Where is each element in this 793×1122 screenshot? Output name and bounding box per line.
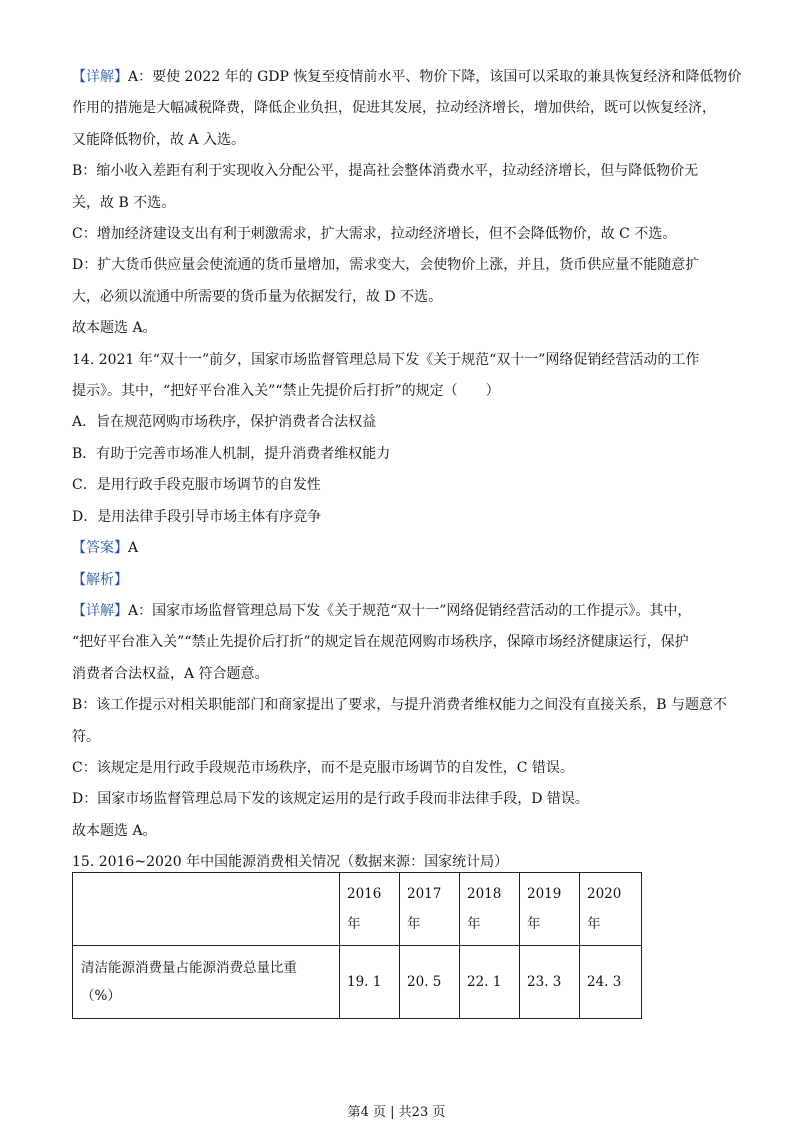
year-number: 2019 [527,886,562,902]
value-cell: 19. 1 [340,946,400,1019]
line-text: D．是用法律手段引导市场主体有序竞争 [72,508,322,525]
year-unit: 年 [527,916,541,932]
year-unit: 年 [347,916,361,932]
line-text: 关，故 B 不选。 [72,194,176,211]
text-line [72,156,732,187]
line-text: B：缩小收入差距有利于实现收入分配公平，提高社会整体消费水平，拉动经济增长，但与降低物价无 [72,163,699,180]
table-corner-cell [73,873,340,946]
row-label-cell [73,946,340,1019]
line-text: D：扩大货币供应量会使流通的货币量增加，需求变大，会使物价上涨，并且，货币供应量不能随意扩 [72,257,700,274]
year-cell [520,873,580,946]
line-text: A．旨在规范网购市场秩序，保护消费者合法权益 [72,414,377,431]
section-tag: 【解析】 [72,571,128,588]
section-tag: 【答案】 [72,540,128,557]
text-line [72,188,732,219]
year-number: 2016 [347,886,382,902]
document-body [72,62,742,879]
year-unit: 年 [467,916,481,932]
text-line [72,93,732,124]
text-line [72,659,732,690]
text-line [72,439,732,470]
text-line [72,816,732,847]
value-cell: 22. 1 [460,946,520,1019]
line-text: 故本题选 A。 [72,320,157,337]
table-data-row [73,946,642,1019]
text-line [72,125,732,156]
text-line [72,62,742,93]
row-label-unit: （%） [81,988,121,1004]
line-text: 14. 2021 年“双十一”前夕，国家市场监督管理总局下发《关于规范“双十一”网络促销经营活动的工作 [72,351,700,368]
year-unit: 年 [587,916,601,932]
year-number: 2020 [587,886,622,902]
year-cell [340,873,400,946]
text-line [72,219,732,250]
line-text: B：该工作提示对相关职能部门和商家提出了要求，与提升消费者维权能力之间没有直接关系，B 与题意不 [72,697,728,714]
section-tag: 【详解】 [72,69,128,85]
page-footer: 第4 页 | 共23 页 [347,1105,446,1120]
line-text: 15. 2016~2020 年中国能源消费相关情况（数据来源：国家统计局） [72,854,509,871]
text-line [72,596,732,627]
year-cell [400,873,460,946]
line-text: C：增加经济建设支出有利于刺激需求，扩大需求，拉动经济增长，但不会降低物价，故 C 不选。 [72,226,677,243]
section-tag: 【详解】 [72,602,128,619]
line-text: 符。 [72,728,100,745]
line-text: C．是用行政手段克服市场调节的自发性 [72,477,321,494]
line-text: C：该规定是用行政手段规范市场秩序，而不是克服市场调节的自发性，C 错误。 [72,759,574,776]
text-line [72,345,732,376]
line-text: A：要使 2022 年的 GDP 恢复至疫情前水平、物价下降，该国可以采取的兼具恢复经济和降低物价 [128,69,742,85]
text-line [72,250,732,281]
line-text: 故本题选 A。 [72,822,157,839]
line-text: “把好平台准入关”“禁止先提价后打折”的规定旨在规范网购市场秩序，保障市场经济健康运行，保护 [72,634,689,651]
text-line [72,376,732,407]
row-label: 清洁能源消费量占能源消费总量比重 [81,960,297,976]
text-line [72,407,732,438]
text-line [72,784,732,815]
line-text: B．有助于完善市场准人机制，提升消费者维权能力 [72,445,391,462]
year-number: 2017 [407,886,442,902]
line-text: 提示》。其中，“把好平台准入关”“禁止先提价后打折”的规定（ ） [72,383,500,400]
text-line [72,627,732,658]
line-text: 消费者合法权益，A 符合题意。 [72,665,269,682]
line-text: 大，必须以流通中所需要的货币量为依据发行，故 D 不选。 [72,288,443,305]
text-line [72,470,732,501]
text-line [72,282,732,313]
line-text: A [128,540,139,557]
year-cell [580,873,642,946]
value-cell: 24. 3 [580,946,642,1019]
line-text: A：国家市场监督管理总局下发《关于规范“双十一”网络促销经营活动的工作提示》。其中， [128,602,692,619]
text-line [72,533,732,564]
energy-table [72,872,642,1019]
value-cell: 20. 5 [400,946,460,1019]
text-line [72,313,732,344]
year-cell [460,873,520,946]
text-line [72,722,732,753]
line-text: 又能降低物价，故 A 入选。 [72,131,246,148]
line-text: D：国家市场监督管理总局下发的该规定运用的是行政手段而非法律手段，D 错误。 [72,791,589,808]
table-header-row [73,873,642,946]
year-number: 2018 [467,886,502,902]
year-unit: 年 [407,916,421,932]
text-line [72,502,732,533]
text-line [72,690,732,721]
text-line [72,753,732,784]
text-line [72,565,732,596]
value-cell: 23. 3 [520,946,580,1019]
line-text: 作用的措施是大幅减税降费，降低企业负担，促进其发展，拉动经济增长，增加供给，既可以恢复经济， [72,100,716,117]
